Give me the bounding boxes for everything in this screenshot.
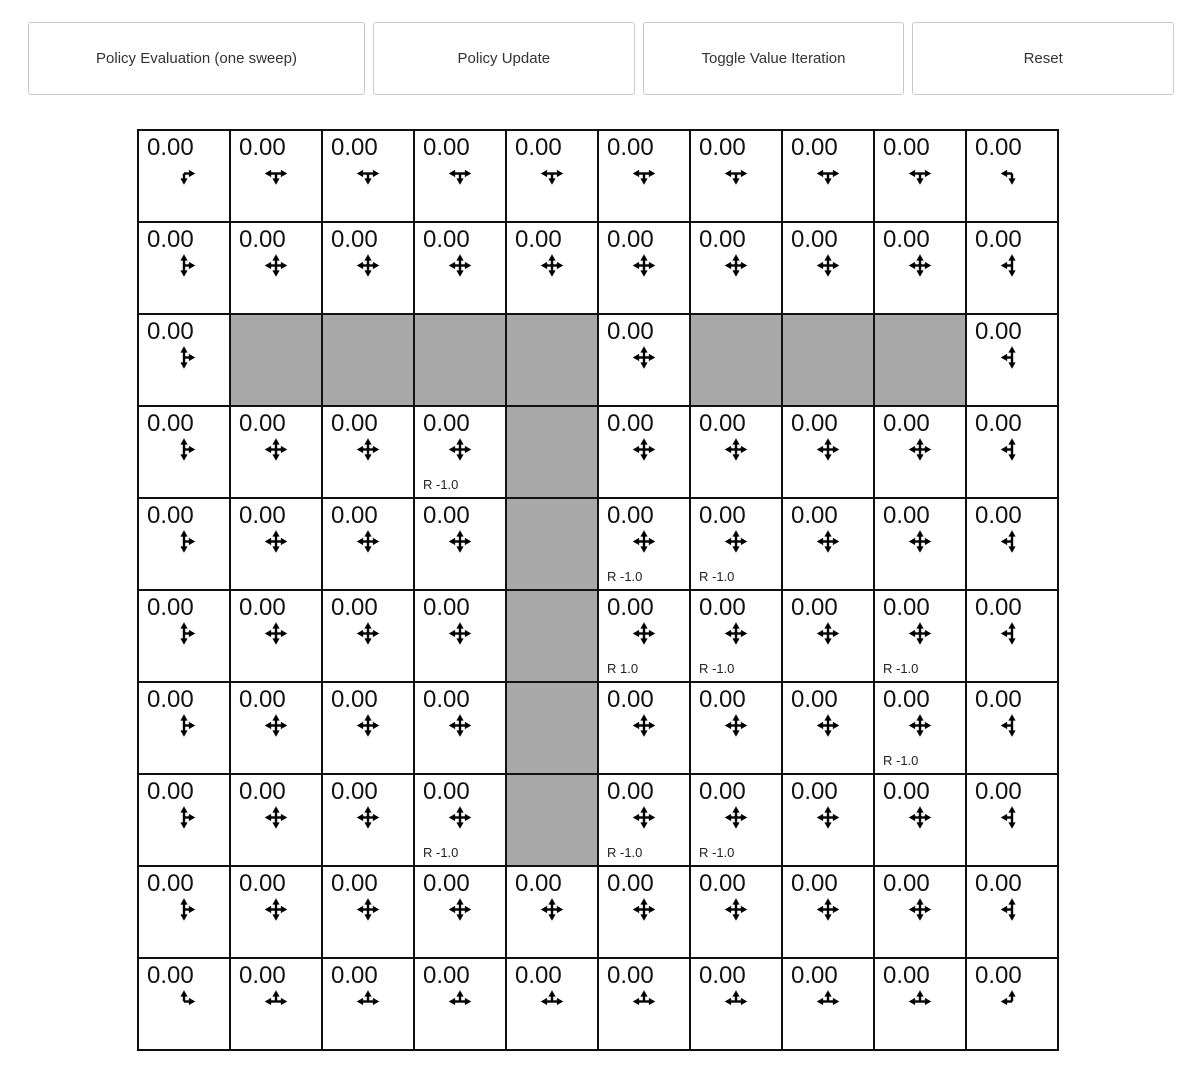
policy-arrow-icon xyxy=(260,801,293,834)
state-value: 0.00 xyxy=(883,134,930,161)
state-value: 0.00 xyxy=(975,870,1022,897)
reward-label: R -1.0 xyxy=(699,569,735,584)
state-value: 0.00 xyxy=(699,502,746,529)
policy-arrow-icon xyxy=(996,249,1029,282)
state-value: 0.00 xyxy=(883,686,930,713)
grid-cell[interactable] xyxy=(139,131,229,221)
grid-cell[interactable] xyxy=(599,315,689,405)
state-value: 0.00 xyxy=(239,778,286,805)
policy-arrow-icon xyxy=(168,341,201,374)
state-value: 0.00 xyxy=(423,226,470,253)
state-value: 0.00 xyxy=(975,962,1022,989)
grid-cell[interactable] xyxy=(507,131,597,221)
grid-cell[interactable] xyxy=(231,683,321,773)
policy-arrow-icon xyxy=(996,801,1029,834)
policy-arrow-icon xyxy=(444,249,477,282)
policy-arrow-icon xyxy=(352,525,385,558)
policy-arrow-icon xyxy=(996,617,1029,650)
state-value: 0.00 xyxy=(975,410,1022,437)
policy-arrow-icon xyxy=(352,893,385,926)
policy-arrow-icon xyxy=(996,893,1029,926)
policy-evaluation-button[interactable]: Policy Evaluation (one sweep) xyxy=(28,22,365,95)
policy-arrow-icon xyxy=(812,157,845,190)
state-value: 0.00 xyxy=(331,410,378,437)
state-value: 0.00 xyxy=(883,410,930,437)
state-value: 0.00 xyxy=(607,686,654,713)
grid-cell[interactable] xyxy=(967,315,1057,405)
policy-arrow-icon xyxy=(444,525,477,558)
policy-arrow-icon xyxy=(352,985,385,1018)
state-value: 0.00 xyxy=(699,410,746,437)
grid-cell[interactable] xyxy=(507,223,597,313)
grid-cell[interactable] xyxy=(323,683,413,773)
grid-cell[interactable] xyxy=(415,499,505,589)
wall-cell xyxy=(507,683,597,773)
state-value: 0.00 xyxy=(147,226,194,253)
policy-arrow-icon xyxy=(812,525,845,558)
state-value: 0.00 xyxy=(607,134,654,161)
grid-cell[interactable] xyxy=(783,223,873,313)
reward-label: R -1.0 xyxy=(883,661,919,676)
state-value: 0.00 xyxy=(147,686,194,713)
state-value: 0.00 xyxy=(975,594,1022,621)
policy-arrow-icon xyxy=(720,433,753,466)
gridworld xyxy=(137,129,1059,1051)
grid-cell[interactable] xyxy=(691,499,781,589)
grid-cell[interactable] xyxy=(875,683,965,773)
wall-cell xyxy=(231,315,321,405)
state-value: 0.00 xyxy=(975,502,1022,529)
grid-cell[interactable] xyxy=(599,867,689,957)
grid-cell[interactable] xyxy=(231,407,321,497)
grid-cell[interactable] xyxy=(139,315,229,405)
policy-arrow-icon xyxy=(812,433,845,466)
policy-arrow-icon xyxy=(260,433,293,466)
reward-label: R -1.0 xyxy=(423,845,459,860)
policy-arrow-icon xyxy=(260,249,293,282)
state-value: 0.00 xyxy=(699,226,746,253)
state-value: 0.00 xyxy=(331,594,378,621)
policy-update-button[interactable]: Policy Update xyxy=(373,22,635,95)
policy-arrow-icon xyxy=(260,893,293,926)
grid-cell[interactable] xyxy=(415,223,505,313)
state-value: 0.00 xyxy=(791,870,838,897)
policy-arrow-icon xyxy=(904,157,937,190)
grid-cell[interactable] xyxy=(783,775,873,865)
grid-cell[interactable] xyxy=(599,407,689,497)
policy-arrow-icon xyxy=(904,709,937,742)
grid-cell[interactable] xyxy=(323,867,413,957)
policy-arrow-icon xyxy=(996,985,1029,1018)
grid-cell[interactable] xyxy=(783,407,873,497)
grid-cell[interactable] xyxy=(599,959,689,1049)
policy-arrow-icon xyxy=(628,525,661,558)
policy-arrow-icon xyxy=(444,709,477,742)
state-value: 0.00 xyxy=(791,410,838,437)
state-value: 0.00 xyxy=(423,410,470,437)
state-value: 0.00 xyxy=(147,778,194,805)
state-value: 0.00 xyxy=(607,962,654,989)
reward-label: R -1.0 xyxy=(883,753,919,768)
policy-arrow-icon xyxy=(812,985,845,1018)
grid-cell[interactable] xyxy=(231,131,321,221)
state-value: 0.00 xyxy=(423,870,470,897)
policy-arrow-icon xyxy=(168,801,201,834)
grid-cell[interactable] xyxy=(875,131,965,221)
wall-cell xyxy=(783,315,873,405)
grid-cell[interactable] xyxy=(231,867,321,957)
grid-cell[interactable] xyxy=(691,775,781,865)
grid-cell[interactable] xyxy=(783,683,873,773)
policy-arrow-icon xyxy=(352,249,385,282)
grid-cell[interactable] xyxy=(967,223,1057,313)
policy-arrow-icon xyxy=(168,525,201,558)
state-value: 0.00 xyxy=(975,318,1022,345)
policy-arrow-icon xyxy=(628,341,661,374)
state-value: 0.00 xyxy=(607,502,654,529)
state-value: 0.00 xyxy=(883,226,930,253)
policy-arrow-icon xyxy=(720,893,753,926)
policy-arrow-icon xyxy=(168,709,201,742)
state-value: 0.00 xyxy=(515,870,562,897)
state-value: 0.00 xyxy=(975,226,1022,253)
state-value: 0.00 xyxy=(791,778,838,805)
policy-arrow-icon xyxy=(996,157,1029,190)
state-value: 0.00 xyxy=(331,502,378,529)
policy-arrow-icon xyxy=(812,709,845,742)
state-value: 0.00 xyxy=(331,686,378,713)
state-value: 0.00 xyxy=(699,778,746,805)
state-value: 0.00 xyxy=(147,870,194,897)
state-value: 0.00 xyxy=(699,594,746,621)
grid-cell[interactable] xyxy=(691,683,781,773)
policy-arrow-icon xyxy=(628,249,661,282)
grid-cell[interactable] xyxy=(139,499,229,589)
grid-cell[interactable] xyxy=(139,683,229,773)
grid-cell[interactable] xyxy=(875,775,965,865)
state-value: 0.00 xyxy=(975,134,1022,161)
state-value: 0.00 xyxy=(331,778,378,805)
grid-cell[interactable] xyxy=(783,499,873,589)
policy-arrow-icon xyxy=(352,801,385,834)
grid-cell[interactable] xyxy=(507,959,597,1049)
grid-cell[interactable] xyxy=(875,867,965,957)
policy-arrow-icon xyxy=(996,433,1029,466)
state-value: 0.00 xyxy=(699,870,746,897)
policy-arrow-icon xyxy=(628,985,661,1018)
state-value: 0.00 xyxy=(239,226,286,253)
state-value: 0.00 xyxy=(147,318,194,345)
grid-cell[interactable] xyxy=(599,223,689,313)
policy-arrow-icon xyxy=(536,893,569,926)
policy-arrow-icon xyxy=(904,985,937,1018)
grid-cell[interactable] xyxy=(415,775,505,865)
reset-button[interactable]: Reset xyxy=(912,22,1174,95)
grid-cell[interactable] xyxy=(415,407,505,497)
policy-arrow-icon xyxy=(720,985,753,1018)
grid-cell[interactable] xyxy=(875,499,965,589)
policy-arrow-icon xyxy=(352,433,385,466)
policy-arrow-icon xyxy=(812,801,845,834)
policy-arrow-icon xyxy=(352,709,385,742)
policy-arrow-icon xyxy=(720,249,753,282)
state-value: 0.00 xyxy=(331,870,378,897)
grid-cell[interactable] xyxy=(139,959,229,1049)
toolbar xyxy=(28,22,1174,95)
state-value: 0.00 xyxy=(147,962,194,989)
wall-cell xyxy=(875,315,965,405)
grid-cell[interactable] xyxy=(599,131,689,221)
policy-arrow-icon xyxy=(168,985,201,1018)
reward-label: R -1.0 xyxy=(699,845,735,860)
state-value: 0.00 xyxy=(239,410,286,437)
state-value: 0.00 xyxy=(147,134,194,161)
grid-cell[interactable] xyxy=(967,591,1057,681)
wall-cell xyxy=(415,315,505,405)
wall-cell xyxy=(507,315,597,405)
grid-cell[interactable] xyxy=(599,775,689,865)
grid-cell[interactable] xyxy=(691,591,781,681)
grid-cell[interactable] xyxy=(139,223,229,313)
state-value: 0.00 xyxy=(791,594,838,621)
wall-cell xyxy=(323,315,413,405)
policy-arrow-icon xyxy=(352,157,385,190)
policy-arrow-icon xyxy=(628,433,661,466)
state-value: 0.00 xyxy=(423,686,470,713)
grid-cell[interactable] xyxy=(139,591,229,681)
state-value: 0.00 xyxy=(791,134,838,161)
reward-label: R 1.0 xyxy=(607,661,639,676)
policy-arrow-icon xyxy=(996,525,1029,558)
state-value: 0.00 xyxy=(423,962,470,989)
state-value: 0.00 xyxy=(607,594,654,621)
reward-label: R -1.0 xyxy=(607,845,643,860)
state-value: 0.00 xyxy=(883,594,930,621)
reward-label: R -1.0 xyxy=(607,569,643,584)
state-value: 0.00 xyxy=(239,134,286,161)
grid-cell[interactable] xyxy=(967,407,1057,497)
state-value: 0.00 xyxy=(883,962,930,989)
policy-arrow-icon xyxy=(536,157,569,190)
state-value: 0.00 xyxy=(699,686,746,713)
grid-cell[interactable] xyxy=(599,499,689,589)
policy-arrow-icon xyxy=(444,801,477,834)
policy-arrow-icon xyxy=(444,617,477,650)
grid-cell[interactable] xyxy=(139,775,229,865)
state-value: 0.00 xyxy=(607,226,654,253)
policy-arrow-icon xyxy=(352,617,385,650)
policy-arrow-icon xyxy=(444,985,477,1018)
grid-cell[interactable] xyxy=(691,223,781,313)
grid-cell[interactable] xyxy=(783,867,873,957)
grid-cell[interactable] xyxy=(415,683,505,773)
reward-label: R -1.0 xyxy=(699,661,735,676)
state-value: 0.00 xyxy=(607,318,654,345)
policy-arrow-icon xyxy=(720,617,753,650)
grid-cell[interactable] xyxy=(415,867,505,957)
grid-cell[interactable] xyxy=(323,223,413,313)
policy-arrow-icon xyxy=(720,709,753,742)
wall-cell xyxy=(507,591,597,681)
grid-cell[interactable] xyxy=(691,131,781,221)
grid-cell[interactable] xyxy=(139,867,229,957)
state-value: 0.00 xyxy=(147,410,194,437)
state-value: 0.00 xyxy=(975,778,1022,805)
grid-cell[interactable] xyxy=(323,591,413,681)
wall-cell xyxy=(507,407,597,497)
grid-cell[interactable] xyxy=(783,131,873,221)
policy-arrow-icon xyxy=(168,893,201,926)
grid-cell[interactable] xyxy=(967,131,1057,221)
policy-arrow-icon xyxy=(444,893,477,926)
grid-cell[interactable] xyxy=(967,499,1057,589)
wall-cell xyxy=(507,775,597,865)
policy-arrow-icon xyxy=(628,157,661,190)
gridworld-container xyxy=(137,129,1202,1051)
state-value: 0.00 xyxy=(239,594,286,621)
state-value: 0.00 xyxy=(791,502,838,529)
grid-cell[interactable] xyxy=(323,131,413,221)
grid-cell[interactable] xyxy=(231,591,321,681)
policy-arrow-icon xyxy=(444,157,477,190)
wall-cell xyxy=(691,315,781,405)
state-value: 0.00 xyxy=(607,778,654,805)
policy-arrow-icon xyxy=(260,709,293,742)
state-value: 0.00 xyxy=(791,226,838,253)
policy-arrow-icon xyxy=(536,249,569,282)
grid-cell[interactable] xyxy=(507,867,597,957)
grid-cell[interactable] xyxy=(323,407,413,497)
state-value: 0.00 xyxy=(699,962,746,989)
policy-arrow-icon xyxy=(536,985,569,1018)
state-value: 0.00 xyxy=(239,962,286,989)
state-value: 0.00 xyxy=(699,134,746,161)
state-value: 0.00 xyxy=(791,686,838,713)
state-value: 0.00 xyxy=(331,134,378,161)
policy-arrow-icon xyxy=(260,617,293,650)
policy-arrow-icon xyxy=(628,617,661,650)
grid-cell[interactable] xyxy=(967,959,1057,1049)
grid-cell[interactable] xyxy=(783,591,873,681)
toggle-value-iteration-button[interactable]: Toggle Value Iteration xyxy=(643,22,905,95)
policy-arrow-icon xyxy=(720,801,753,834)
grid-cell[interactable] xyxy=(599,591,689,681)
policy-arrow-icon xyxy=(720,525,753,558)
policy-arrow-icon xyxy=(628,893,661,926)
policy-arrow-icon xyxy=(904,249,937,282)
reward-label: R -1.0 xyxy=(423,477,459,492)
grid-cell[interactable] xyxy=(599,683,689,773)
grid-cell[interactable] xyxy=(415,959,505,1049)
state-value: 0.00 xyxy=(791,962,838,989)
state-value: 0.00 xyxy=(423,778,470,805)
state-value: 0.00 xyxy=(147,502,194,529)
policy-arrow-icon xyxy=(996,341,1029,374)
state-value: 0.00 xyxy=(331,962,378,989)
grid-cell[interactable] xyxy=(231,775,321,865)
state-value: 0.00 xyxy=(883,778,930,805)
grid-cell[interactable] xyxy=(415,131,505,221)
grid-cell[interactable] xyxy=(691,407,781,497)
grid-cell[interactable] xyxy=(323,499,413,589)
state-value: 0.00 xyxy=(883,870,930,897)
policy-arrow-icon xyxy=(812,893,845,926)
grid-cell[interactable] xyxy=(967,775,1057,865)
policy-arrow-icon xyxy=(444,433,477,466)
state-value: 0.00 xyxy=(239,686,286,713)
policy-arrow-icon xyxy=(168,249,201,282)
policy-arrow-icon xyxy=(260,525,293,558)
state-value: 0.00 xyxy=(515,134,562,161)
grid-cell[interactable] xyxy=(783,959,873,1049)
state-value: 0.00 xyxy=(423,594,470,621)
grid-cell[interactable] xyxy=(875,591,965,681)
grid-cell[interactable] xyxy=(967,867,1057,957)
policy-arrow-icon xyxy=(904,525,937,558)
grid-cell[interactable] xyxy=(231,223,321,313)
grid-cell[interactable] xyxy=(967,683,1057,773)
policy-arrow-icon xyxy=(904,617,937,650)
policy-arrow-icon xyxy=(720,157,753,190)
state-value: 0.00 xyxy=(607,870,654,897)
policy-arrow-icon xyxy=(904,801,937,834)
policy-arrow-icon xyxy=(168,617,201,650)
policy-arrow-icon xyxy=(168,157,201,190)
policy-arrow-icon xyxy=(812,249,845,282)
policy-arrow-icon xyxy=(904,893,937,926)
state-value: 0.00 xyxy=(147,594,194,621)
state-value: 0.00 xyxy=(423,502,470,529)
grid-cell[interactable] xyxy=(691,959,781,1049)
state-value: 0.00 xyxy=(883,502,930,529)
grid-cell[interactable] xyxy=(139,407,229,497)
policy-arrow-icon xyxy=(168,433,201,466)
policy-arrow-icon xyxy=(260,157,293,190)
policy-arrow-icon xyxy=(996,709,1029,742)
policy-arrow-icon xyxy=(812,617,845,650)
grid-cell[interactable] xyxy=(231,499,321,589)
state-value: 0.00 xyxy=(239,870,286,897)
grid-cell[interactable] xyxy=(875,959,965,1049)
state-value: 0.00 xyxy=(515,962,562,989)
policy-arrow-icon xyxy=(628,709,661,742)
grid-cell[interactable] xyxy=(323,959,413,1049)
state-value: 0.00 xyxy=(607,410,654,437)
policy-arrow-icon xyxy=(628,801,661,834)
grid-cell[interactable] xyxy=(323,775,413,865)
grid-cell[interactable] xyxy=(231,959,321,1049)
policy-arrow-icon xyxy=(904,433,937,466)
grid-cell[interactable] xyxy=(875,407,965,497)
grid-cell[interactable] xyxy=(875,223,965,313)
state-value: 0.00 xyxy=(239,502,286,529)
state-value: 0.00 xyxy=(423,134,470,161)
policy-arrow-icon xyxy=(260,985,293,1018)
grid-cell[interactable] xyxy=(415,591,505,681)
state-value: 0.00 xyxy=(515,226,562,253)
state-value: 0.00 xyxy=(975,686,1022,713)
state-value: 0.00 xyxy=(331,226,378,253)
wall-cell xyxy=(507,499,597,589)
grid-cell[interactable] xyxy=(691,867,781,957)
